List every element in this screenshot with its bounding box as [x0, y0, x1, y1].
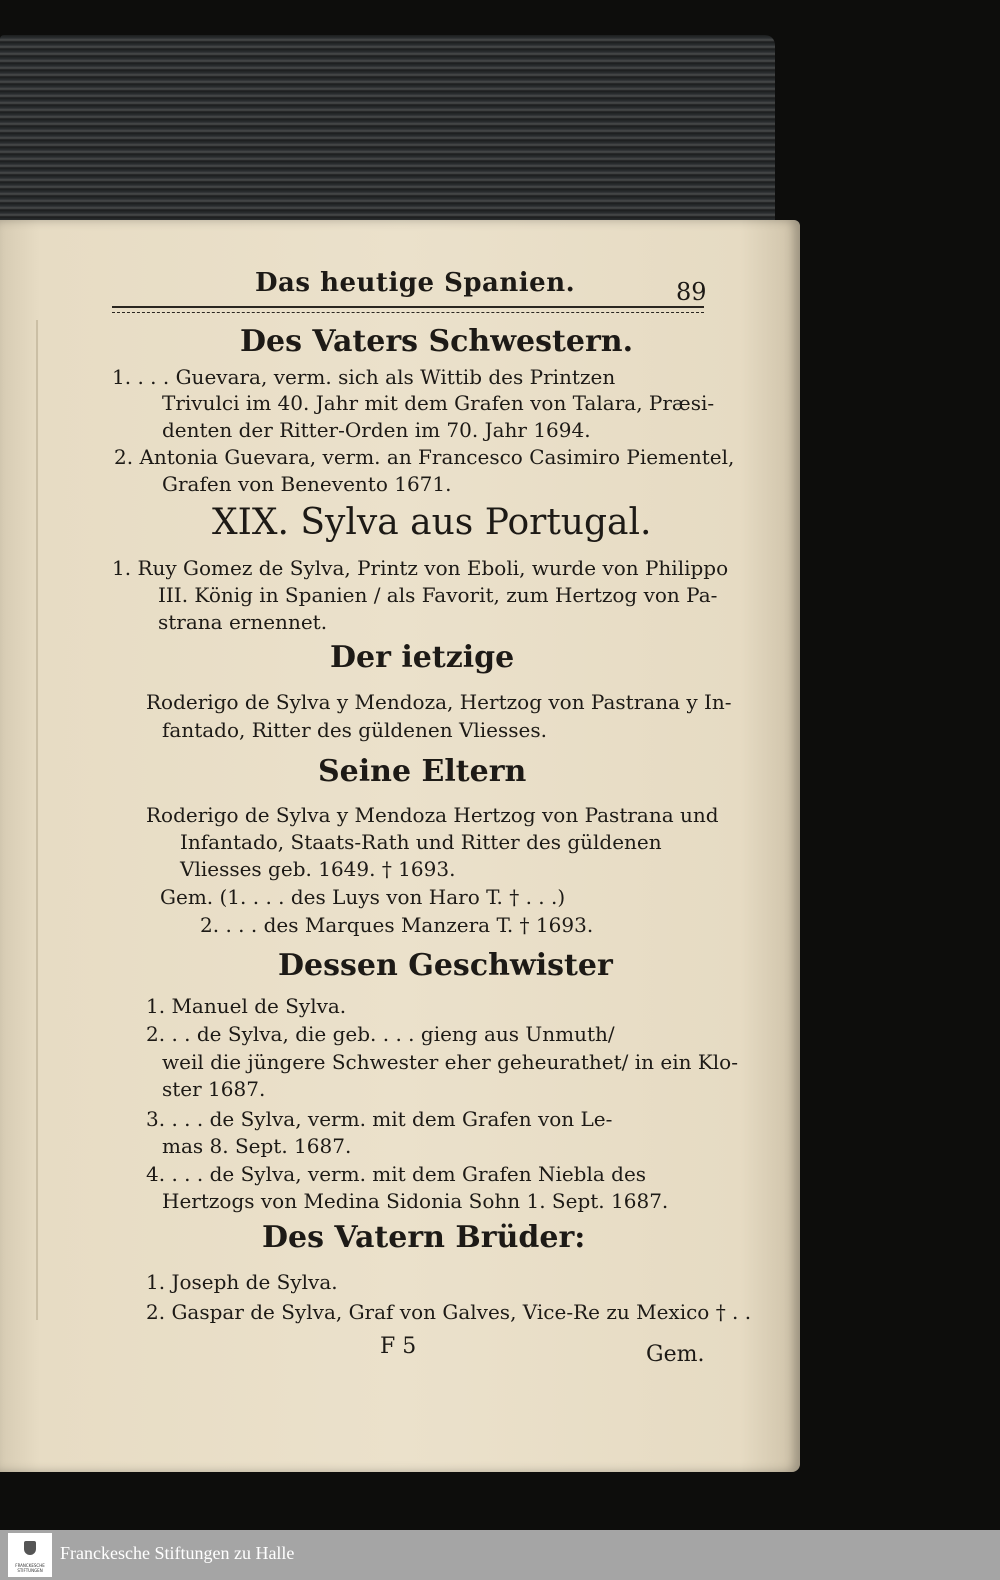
book-page	[0, 220, 800, 1472]
text-line: 1. Ruy Gomez de Sylva, Printz von Eboli, wurde von Philippo	[112, 556, 729, 580]
institution-banner	[0, 1530, 1000, 1580]
text-line: 1. Joseph de Sylva.	[146, 1270, 338, 1294]
text-line: 2. . . de Sylva, die geb. . . . gieng aus Unmuth/	[146, 1022, 615, 1046]
text-line: Gem. (1. . . . des Luys von Haro T. † . . .)	[160, 885, 566, 909]
institution-logo[interactable]	[8, 1533, 52, 1577]
text-line: III. König in Spanien / als Favorit, zum Hertzog von Pa-	[158, 583, 718, 607]
text-line: 2. Gaspar de Sylva, Graf von Galves, Vice-Re zu Mexico † . .	[146, 1300, 752, 1324]
signature-mark: F 5	[380, 1334, 417, 1359]
gutter-shadow	[36, 320, 38, 1320]
section-heading: Des Vatern Brüder:	[262, 1220, 586, 1255]
running-head: Das heutige Spanien.	[255, 268, 576, 298]
logo-text: FRANCKESCHE STIFTUNGEN	[15, 1563, 45, 1573]
text-line: mas 8. Sept. 1687.	[162, 1134, 352, 1158]
text-line: 1. . . . Guevara, verm. sich als Wittib des Printzen	[112, 365, 616, 389]
text-line: Trivulci im 40. Jahr mit dem Grafen von Talara, Præsi-	[162, 391, 715, 415]
text-line: 3. . . . de Sylva, verm. mit dem Grafen von Le-	[146, 1107, 613, 1131]
text-line: Infantado, Staats-Rath und Ritter des güldenen	[180, 830, 662, 854]
text-line: ster 1687.	[162, 1077, 266, 1101]
section-heading: XIX. Sylva aus Portugal.	[212, 502, 652, 543]
text-line: Hertzogs von Medina Sidonia Sohn 1. Sept. 1687.	[162, 1189, 669, 1213]
section-heading: Des Vaters Schwestern.	[240, 324, 634, 359]
text-line: 2. . . . des Marques Manzera T. † 1693.	[200, 913, 594, 937]
text-line: Grafen von Benevento 1671.	[162, 472, 452, 496]
header-rule-dashed	[112, 312, 704, 313]
text-line: strana ernennet.	[158, 610, 328, 634]
text-line: Vliesses geb. 1649. † 1693.	[180, 857, 456, 881]
text-line: denten der Ritter-Orden im 70. Jahr 1694.	[162, 418, 591, 442]
header-rule	[112, 306, 704, 308]
text-line: Roderigo de Sylva y Mendoza Hertzog von Pastrana und	[146, 803, 719, 827]
text-line: Roderigo de Sylva y Mendoza, Hertzog von Pastrana y In-	[146, 690, 732, 714]
section-heading: Seine Eltern	[318, 754, 527, 789]
text-line: 4. . . . de Sylva, verm. mit dem Grafen Niebla des	[146, 1162, 647, 1186]
text-line: weil die jüngere Schwester eher geheurathet/ in ein Klo-	[162, 1050, 738, 1074]
text-line: fantado, Ritter des güldenen Vliesses.	[162, 718, 547, 742]
section-heading: Dessen Geschwister	[278, 948, 613, 983]
orphanage-building-icon	[24, 1541, 36, 1555]
text-line: 2. Antonia Guevara, verm. an Francesco Casimiro Piementel,	[114, 445, 735, 469]
section-heading: Der ietzige	[330, 640, 515, 675]
text-line: 1. Manuel de Sylva.	[146, 994, 347, 1018]
page-number: 89	[676, 278, 707, 306]
institution-name[interactable]: Franckesche Stiftungen zu Halle	[60, 1543, 295, 1563]
catchword: Gem.	[646, 1342, 705, 1367]
page-edges	[0, 35, 775, 235]
